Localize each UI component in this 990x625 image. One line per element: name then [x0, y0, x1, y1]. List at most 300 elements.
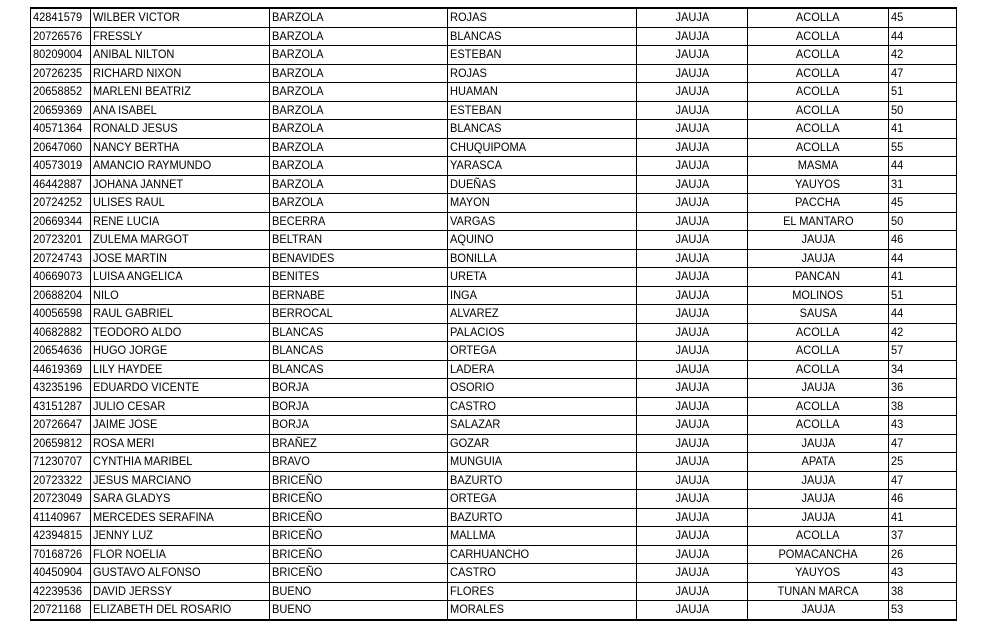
given-names-cell-text: ROSA MERI — [93, 435, 155, 450]
province-cell-text: JAUJA — [675, 509, 709, 524]
district-cell-text: JAUJA — [801, 472, 835, 487]
paternal-surname-cell — [270, 434, 448, 453]
given-names-cell — [91, 27, 270, 46]
age-cell-text: 31 — [891, 176, 904, 191]
given-names-cell-text: FLOR NOELIA — [93, 546, 167, 561]
age-cell — [889, 175, 957, 194]
maternal-surname-cell-text: CHUQUIPOMA — [450, 139, 527, 154]
district-cell-text: MOLINOS — [792, 287, 844, 302]
age-cell — [889, 434, 957, 453]
given-names-cell-text: LILY HAYDEE — [93, 361, 163, 376]
district-cell — [748, 545, 889, 564]
district-cell — [748, 27, 889, 46]
dni-cell — [31, 360, 91, 379]
age-cell — [889, 379, 957, 398]
age-cell-text: 43 — [891, 565, 904, 580]
province-cell — [637, 323, 748, 342]
given-names-cell-text: AMANCIO RAYMUNDO — [93, 158, 212, 173]
maternal-surname-cell-text: DUEÑAS — [450, 176, 497, 191]
age-cell — [889, 46, 957, 65]
dni-cell-text: 40573019 — [33, 158, 83, 173]
age-cell-text: 38 — [891, 398, 904, 413]
maternal-surname-cell-text: AQUINO — [450, 232, 494, 247]
paternal-surname-cell-text: BRICEÑO — [272, 472, 323, 487]
district-cell — [748, 416, 889, 435]
district-cell-text: APATA — [801, 454, 835, 469]
paternal-surname-cell — [270, 175, 448, 194]
age-cell-text: 38 — [891, 583, 904, 598]
district-cell-text: ACOLLA — [796, 47, 840, 62]
paternal-surname-cell — [270, 397, 448, 416]
province-cell-text: JAUJA — [675, 28, 709, 43]
province-cell — [637, 360, 748, 379]
table-row — [31, 194, 957, 213]
table-row — [31, 46, 957, 65]
given-names-cell-text: JOHANA JANNET — [93, 176, 184, 191]
age-cell-text: 42 — [891, 324, 904, 339]
district-cell — [748, 194, 889, 213]
table-row — [31, 490, 957, 509]
given-names-cell — [91, 323, 270, 342]
table-row — [31, 286, 957, 305]
province-cell — [637, 212, 748, 231]
maternal-surname-cell-text: PALACIOS — [450, 324, 505, 339]
district-cell — [748, 231, 889, 250]
province-cell — [637, 379, 748, 398]
paternal-surname-cell-text: BLANCAS — [272, 361, 324, 376]
given-names-cell-text: MERCEDES SERAFINA — [93, 509, 214, 524]
maternal-surname-cell — [448, 83, 637, 102]
maternal-surname-cell — [448, 138, 637, 157]
paternal-surname-cell — [270, 268, 448, 287]
paternal-surname-cell — [270, 323, 448, 342]
district-cell-text: YAUYOS — [795, 176, 841, 191]
paternal-surname-cell-text: BRICEÑO — [272, 528, 323, 543]
given-names-cell-text: JESUS MARCIANO — [93, 472, 192, 487]
given-names-cell-text: EDUARDO VICENTE — [93, 380, 200, 395]
paternal-surname-cell-text: BRAÑEZ — [272, 435, 317, 450]
age-cell-text: 37 — [891, 528, 904, 543]
district-cell-text: ACOLLA — [796, 324, 840, 339]
district-cell-text: JAUJA — [801, 491, 835, 506]
table-row — [31, 397, 957, 416]
paternal-surname-cell — [270, 249, 448, 268]
province-cell-text: JAUJA — [675, 10, 709, 25]
province-cell — [637, 397, 748, 416]
maternal-surname-cell — [448, 120, 637, 139]
maternal-surname-cell-text: MORALES — [450, 602, 504, 617]
maternal-surname-cell-text: FLORES — [450, 583, 495, 598]
given-names-cell-text: SARA GLADYS — [93, 491, 171, 506]
province-cell — [637, 286, 748, 305]
age-cell-text: 25 — [891, 454, 904, 469]
province-cell — [637, 508, 748, 527]
district-cell — [748, 323, 889, 342]
given-names-cell-text: LUISA ANGELICA — [93, 269, 183, 284]
age-cell-text: 57 — [891, 343, 904, 358]
dni-cell-text: 20688204 — [33, 287, 83, 302]
age-cell-text: 50 — [891, 102, 904, 117]
paternal-surname-cell — [270, 453, 448, 472]
dni-cell-text: 40669073 — [33, 269, 83, 284]
maternal-surname-cell — [448, 27, 637, 46]
district-cell — [748, 564, 889, 583]
age-cell-text: 50 — [891, 213, 904, 228]
age-cell — [889, 416, 957, 435]
dni-cell — [31, 101, 91, 120]
province-cell-text: JAUJA — [675, 195, 709, 210]
age-cell — [889, 582, 957, 601]
dni-cell — [31, 212, 91, 231]
age-cell-text: 44 — [891, 158, 904, 173]
maternal-surname-cell-text: BLANCAS — [450, 28, 502, 43]
table-row — [31, 342, 957, 361]
table-row — [31, 305, 957, 324]
dni-cell — [31, 416, 91, 435]
dni-cell-text: 41140967 — [33, 509, 82, 524]
province-cell-text: JAUJA — [675, 583, 709, 598]
age-cell — [889, 360, 957, 379]
maternal-surname-cell — [448, 545, 637, 564]
maternal-surname-cell-text: ALVAREZ — [450, 306, 499, 321]
dni-cell — [31, 83, 91, 102]
province-cell-text: JAUJA — [675, 380, 709, 395]
maternal-surname-cell — [448, 490, 637, 509]
given-names-cell — [91, 286, 270, 305]
given-names-cell-text: FRESSLY — [93, 28, 143, 43]
dni-cell-text: 43235196 — [33, 380, 83, 395]
table-row — [31, 527, 957, 546]
maternal-surname-cell-text: BLANCAS — [450, 121, 502, 136]
dni-cell — [31, 490, 91, 509]
dni-cell — [31, 582, 91, 601]
maternal-surname-cell-text: OSORIO — [450, 380, 495, 395]
age-cell — [889, 397, 957, 416]
paternal-surname-cell-text: BRAVO — [272, 454, 310, 469]
maternal-surname-cell-text: BAZURTO — [450, 472, 503, 487]
province-cell-text: JAUJA — [675, 343, 709, 358]
table-row — [31, 212, 957, 231]
given-names-cell-text: JENNY LUZ — [93, 528, 153, 543]
maternal-surname-cell-text: ESTEBAN — [450, 47, 502, 62]
district-cell — [748, 508, 889, 527]
given-names-cell — [91, 8, 270, 27]
given-names-cell — [91, 138, 270, 157]
dni-cell — [31, 64, 91, 83]
paternal-surname-cell — [270, 305, 448, 324]
paternal-surname-cell-text: BRICEÑO — [272, 565, 323, 580]
table-row — [31, 157, 957, 176]
dni-cell-text: 40682882 — [33, 324, 83, 339]
dni-cell — [31, 27, 91, 46]
table-row — [31, 360, 957, 379]
district-cell-text: ACOLLA — [796, 102, 840, 117]
given-names-cell — [91, 231, 270, 250]
province-cell-text: JAUJA — [675, 213, 709, 228]
district-cell — [748, 527, 889, 546]
province-cell — [637, 27, 748, 46]
district-cell-text: ACOLLA — [796, 343, 840, 358]
given-names-cell — [91, 434, 270, 453]
maternal-surname-cell-text: VARGAS — [450, 213, 496, 228]
paternal-surname-cell — [270, 101, 448, 120]
maternal-surname-cell — [448, 601, 637, 620]
maternal-surname-cell — [448, 508, 637, 527]
paternal-surname-cell — [270, 360, 448, 379]
district-cell — [748, 342, 889, 361]
district-cell-text: EL MANTARO — [782, 213, 854, 228]
table-row — [31, 453, 957, 472]
paternal-surname-cell — [270, 212, 448, 231]
district-cell-text: TUNAN MARCA — [777, 583, 859, 598]
dni-cell-text: 20658852 — [33, 84, 83, 99]
maternal-surname-cell-text: ORTEGA — [450, 343, 497, 358]
dni-cell — [31, 249, 91, 268]
district-cell-text: ACOLLA — [796, 65, 840, 80]
dni-cell-text: 20721168 — [33, 602, 82, 617]
dni-cell — [31, 231, 91, 250]
maternal-surname-cell — [448, 471, 637, 490]
province-cell-text: JAUJA — [675, 454, 709, 469]
district-cell — [748, 490, 889, 509]
paternal-surname-cell-text: BRICEÑO — [272, 546, 323, 561]
dni-cell-text: 20659369 — [33, 102, 83, 117]
province-cell — [637, 564, 748, 583]
province-cell-text: JAUJA — [675, 324, 709, 339]
maternal-surname-cell-text: ROJAS — [450, 65, 487, 80]
province-cell-text: JAUJA — [675, 306, 709, 321]
paternal-surname-cell-text: BARZOLA — [272, 158, 324, 173]
table-row — [31, 249, 957, 268]
given-names-cell — [91, 582, 270, 601]
dni-cell — [31, 175, 91, 194]
dni-cell — [31, 527, 91, 546]
paternal-surname-cell-text: BRICEÑO — [272, 509, 323, 524]
dni-cell — [31, 397, 91, 416]
age-cell — [889, 249, 957, 268]
table-row — [31, 564, 957, 583]
maternal-surname-cell-text: ROJAS — [450, 10, 487, 25]
age-cell-text: 47 — [891, 472, 904, 487]
province-cell-text: JAUJA — [675, 546, 709, 561]
district-cell-text: ACOLLA — [796, 28, 840, 43]
given-names-cell — [91, 416, 270, 435]
age-cell-text: 42 — [891, 47, 904, 62]
given-names-cell-text: WILBER VICTOR — [93, 10, 180, 25]
district-cell — [748, 249, 889, 268]
province-cell — [637, 268, 748, 287]
dni-cell-text: 40571364 — [33, 121, 83, 136]
given-names-cell — [91, 564, 270, 583]
given-names-cell-text: GUSTAVO ALFONSO — [93, 565, 201, 580]
district-cell — [748, 379, 889, 398]
dni-cell-text: 43151287 — [33, 398, 83, 413]
paternal-surname-cell-text: BARZOLA — [272, 10, 324, 25]
paternal-surname-cell — [270, 8, 448, 27]
maternal-surname-cell — [448, 249, 637, 268]
province-cell-text: JAUJA — [675, 602, 709, 617]
district-cell — [748, 286, 889, 305]
province-cell — [637, 527, 748, 546]
maternal-surname-cell — [448, 379, 637, 398]
table-row — [31, 545, 957, 564]
table-row — [31, 416, 957, 435]
given-names-cell-text: MARLENI BEATRIZ — [93, 84, 191, 99]
given-names-cell-text: ANIBAL NILTON — [93, 47, 175, 62]
age-cell-text: 51 — [891, 84, 904, 99]
age-cell — [889, 231, 957, 250]
maternal-surname-cell — [448, 231, 637, 250]
province-cell — [637, 120, 748, 139]
given-names-cell-text: RENE LUCIA — [93, 213, 160, 228]
table-row — [31, 83, 957, 102]
age-cell — [889, 212, 957, 231]
dni-cell-text: 71230707 — [33, 454, 83, 469]
given-names-cell-text: HUGO JORGE — [93, 343, 168, 358]
given-names-cell-text: TEODORO ALDO — [93, 324, 182, 339]
given-names-cell — [91, 249, 270, 268]
age-cell — [889, 564, 957, 583]
age-cell — [889, 157, 957, 176]
age-cell — [889, 453, 957, 472]
dni-cell-text: 44619369 — [33, 361, 83, 376]
maternal-surname-cell — [448, 64, 637, 83]
district-cell-text: JAUJA — [801, 250, 835, 265]
given-names-cell — [91, 453, 270, 472]
paternal-surname-cell-text: BORJA — [272, 417, 309, 432]
table-row — [31, 601, 957, 620]
given-names-cell — [91, 490, 270, 509]
given-names-cell-text: JOSE MARTIN — [93, 250, 168, 265]
district-cell — [748, 175, 889, 194]
dni-cell-text: 20724252 — [33, 195, 83, 210]
age-cell — [889, 64, 957, 83]
table-row — [31, 582, 957, 601]
dni-cell-text: 42394815 — [33, 528, 83, 543]
dni-cell-text: 42239536 — [33, 583, 83, 598]
district-cell — [748, 601, 889, 620]
province-cell-text: JAUJA — [675, 287, 709, 302]
age-cell-text: 41 — [891, 509, 904, 524]
district-cell-text: JAUJA — [801, 602, 835, 617]
district-cell-text: ACOLLA — [796, 84, 840, 99]
district-cell-text: POMACANCHA — [778, 546, 858, 561]
given-names-cell — [91, 471, 270, 490]
district-cell — [748, 120, 889, 139]
paternal-surname-cell-text: BENAVIDES — [272, 250, 335, 265]
province-cell — [637, 453, 748, 472]
given-names-cell-text: JULIO CESAR — [93, 398, 166, 413]
age-cell-text: 47 — [891, 435, 904, 450]
age-cell-text: 41 — [891, 269, 904, 284]
paternal-surname-cell-text: BENITES — [272, 269, 320, 284]
province-cell — [637, 194, 748, 213]
maternal-surname-cell — [448, 286, 637, 305]
paternal-surname-cell — [270, 120, 448, 139]
district-cell-text: JAUJA — [801, 435, 835, 450]
district-cell-text: PACCHA — [795, 195, 841, 210]
maternal-surname-cell — [448, 564, 637, 583]
dni-cell — [31, 342, 91, 361]
paternal-surname-cell-text: BRICEÑO — [272, 491, 323, 506]
district-cell — [748, 83, 889, 102]
province-cell-text: JAUJA — [675, 491, 709, 506]
given-names-cell — [91, 101, 270, 120]
table-row — [31, 508, 957, 527]
table-row — [31, 120, 957, 139]
dni-cell — [31, 564, 91, 583]
maternal-surname-cell — [448, 360, 637, 379]
maternal-surname-cell — [448, 434, 637, 453]
table-row — [31, 138, 957, 157]
given-names-cell-text: ELIZABETH DEL ROSARIO — [93, 602, 232, 617]
dni-cell-text: 20723201 — [33, 232, 83, 247]
paternal-surname-cell — [270, 601, 448, 620]
province-cell — [637, 490, 748, 509]
maternal-surname-cell-text: MALLMA — [450, 528, 496, 543]
paternal-surname-cell-text: BELTRAN — [272, 232, 323, 247]
province-cell-text: JAUJA — [675, 250, 709, 265]
age-cell — [889, 342, 957, 361]
table-row — [31, 231, 957, 250]
province-cell-text: JAUJA — [675, 65, 709, 80]
paternal-surname-cell — [270, 471, 448, 490]
dni-cell — [31, 508, 91, 527]
table-row — [31, 471, 957, 490]
paternal-surname-cell — [270, 286, 448, 305]
dni-cell — [31, 194, 91, 213]
dni-cell-text: 20647060 — [33, 139, 83, 154]
paternal-surname-cell — [270, 342, 448, 361]
dni-cell — [31, 138, 91, 157]
age-cell — [889, 27, 957, 46]
maternal-surname-cell — [448, 175, 637, 194]
given-names-cell — [91, 83, 270, 102]
district-cell-text: JAUJA — [801, 380, 835, 395]
age-cell-text: 47 — [891, 65, 904, 80]
age-cell — [889, 471, 957, 490]
paternal-surname-cell — [270, 157, 448, 176]
paternal-surname-cell-text: BERNABE — [272, 287, 325, 302]
table-row — [31, 379, 957, 398]
age-cell-text: 46 — [891, 491, 904, 506]
maternal-surname-cell — [448, 194, 637, 213]
given-names-cell-text: NILO — [93, 287, 119, 302]
paternal-surname-cell — [270, 527, 448, 546]
maternal-surname-cell-text: MUNGUIA — [450, 454, 503, 469]
maternal-surname-cell-text: INGA — [450, 287, 477, 302]
maternal-surname-cell — [448, 8, 637, 27]
paternal-surname-cell-text: BARZOLA — [272, 102, 324, 117]
roster-sheet — [30, 7, 957, 621]
dni-cell — [31, 379, 91, 398]
paternal-surname-cell — [270, 379, 448, 398]
age-cell-text: 45 — [891, 10, 904, 25]
age-cell — [889, 323, 957, 342]
dni-cell — [31, 157, 91, 176]
district-cell — [748, 360, 889, 379]
paternal-surname-cell-text: BUENO — [272, 583, 312, 598]
paternal-surname-cell — [270, 64, 448, 83]
maternal-surname-cell — [448, 342, 637, 361]
province-cell-text: JAUJA — [675, 398, 709, 413]
maternal-surname-cell-text: MAYON — [450, 195, 490, 210]
given-names-cell — [91, 360, 270, 379]
district-cell — [748, 64, 889, 83]
district-cell-text: ACOLLA — [796, 417, 840, 432]
given-names-cell — [91, 379, 270, 398]
province-cell — [637, 342, 748, 361]
